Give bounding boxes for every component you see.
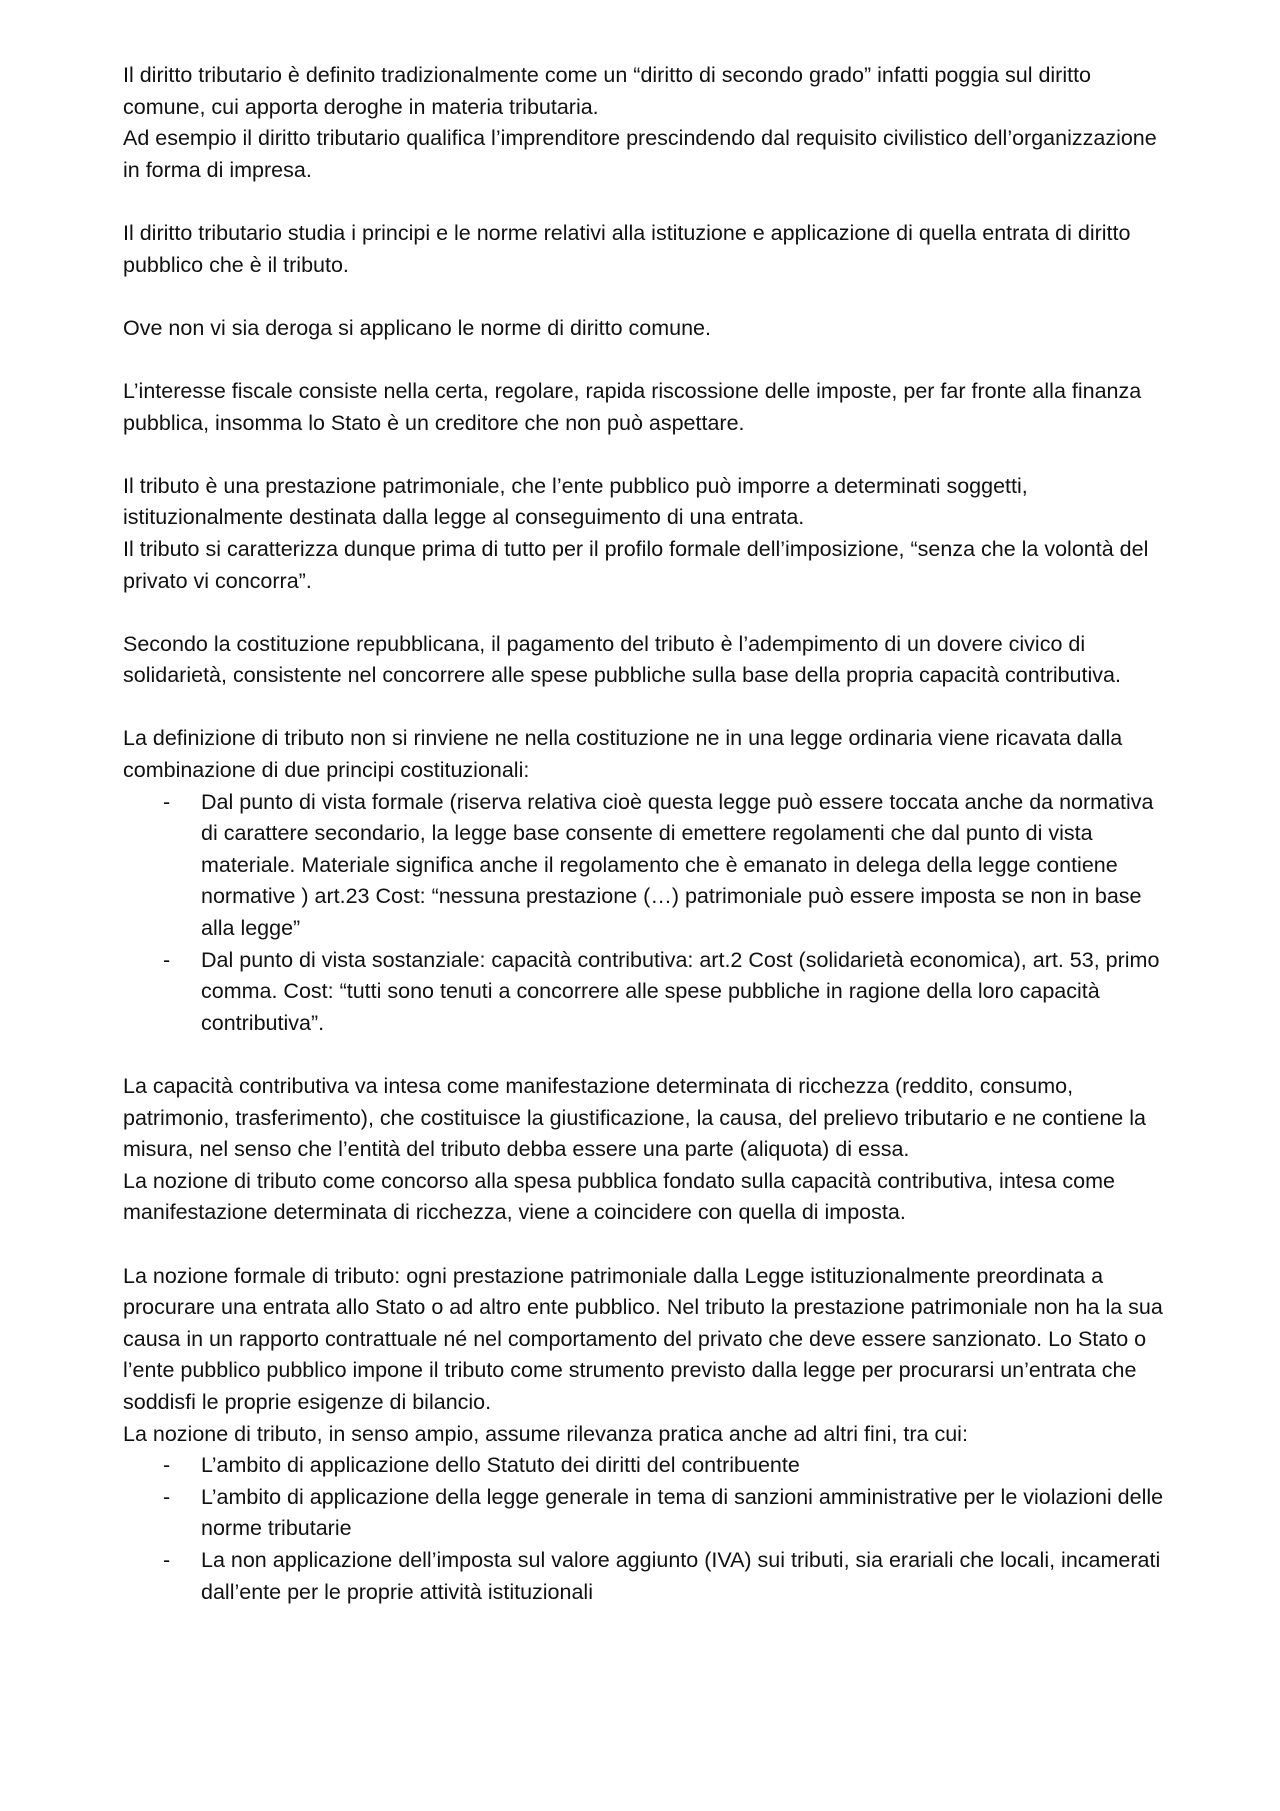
- list-item: [123, 787, 1173, 945]
- paragraph-text: Il tributo è una prestazione patrimoniale, che l’ente pubblico può imporre a determinati soggetti, istituzionalmente destinata dalla legge al conseguimento di una entrata.: [123, 473, 1028, 530]
- paragraph-text: La nozione di tributo come concorso alla spesa pubblica fondato sulla capacità contributiva, intesa come manifestazione determinata di ricchezza, viene a coincidere con quella di imposta.: [123, 1168, 1115, 1225]
- list-item: [123, 1482, 1173, 1545]
- paragraph-text: Ove non vi sia deroga si applicano le norme di diritto comune.: [123, 315, 711, 340]
- paragraph-text: Ad esempio il diritto tributario qualifica l’imprenditore prescindendo dal requisito civilistico dell’organizzazione in forma di impresa.: [123, 126, 1157, 182]
- paragraph-principi-costituzionali: [123, 723, 1173, 1039]
- paragraph-diritto-secondo-grado: [123, 60, 1173, 186]
- paragraph-nozione-formale: [123, 1261, 1173, 1609]
- paragraph-definizione-tributo: [123, 471, 1173, 597]
- list-item-text: Dal punto di vista formale (riserva relativa cioè questa legge può essere toccata anche da normativa di carattere secondario, la legge base consente di emettere regolamenti che dal punto di vista materiale. Materiale significa anche il regolamento che è emanato in delega della legge contiene normative ) art.23 Cost: “nessuna prestazione (…) patrimoniale può essere imposta se non in base alla legge”: [201, 789, 1154, 941]
- document-page: [123, 60, 1173, 1608]
- paragraph-text: Secondo la costituzione repubblicana, il pagamento del tributo è l’adempimento di un dovere civico di solidarietà, consistente nel concorrere alle spese pubbliche sulla base della propria capacità contributiva.: [123, 631, 1121, 688]
- paragraph-interesse-fiscale: [123, 376, 1173, 439]
- list-item-text: L’ambito di applicazione dello Statuto dei diritti del contribuente: [201, 1453, 800, 1478]
- list-bullet: -: [163, 947, 171, 972]
- paragraph-deroga: [123, 313, 1173, 345]
- paragraph-capacita-contributiva: [123, 1071, 1173, 1229]
- list-bullet: -: [163, 1547, 171, 1572]
- paragraph-text: L’interesse fiscale consiste nella certa, regolare, rapida riscossione delle imposte, per far fronte alla finanza pubblica, insomma lo Stato è un creditore che non può aspettare.: [123, 378, 1142, 435]
- list-bullet: -: [163, 789, 171, 814]
- paragraph-text: La capacità contributiva va intesa come manifestazione determinata di ricchezza (reddito, consumo, patrimonio, trasferimento), che costituisce la giustificazione, la causa, del prelievo tributario e ne contiene la misura, nel senso che l’entità del tributo debba essere una parte (aliquota) di essa.: [123, 1074, 1146, 1162]
- list-item-text: L’ambito di applicazione della legge generale in tema di sanzioni amministrative per le violazioni delle norme tributarie: [201, 1484, 1164, 1541]
- paragraph-text: La nozione di tributo, in senso ampio, assume rilevanza pratica anche ad altri fini, tra cui:: [123, 1421, 968, 1446]
- principles-list: [123, 787, 1173, 1040]
- paragraph-text: La definizione di tributo non si rinviene ne nella costituzione ne in una legge ordinaria viene ricavata dalla combinazione di due principi costituzionali:: [123, 726, 1123, 783]
- applications-list: [123, 1450, 1173, 1608]
- paragraph-oggetto-studio: [123, 218, 1173, 281]
- list-item: [123, 945, 1173, 1040]
- paragraph-costituzione: [123, 629, 1173, 692]
- list-item-text: La non applicazione dell’imposta sul valore aggiunto (IVA) sui tributi, sia erariali che locali, incamerati dall’ente per le proprie attività istituzionali: [201, 1547, 1161, 1604]
- list-item-text: Dal punto di vista sostanziale: capacità contributiva: art.2 Cost (solidarietà economica), art. 53, primo comma. Cost: “tutti sono tenuti a concorrere alle spese pubbliche in ragione della loro capacità contributiva”.: [201, 947, 1160, 1035]
- list-bullet: -: [163, 1484, 171, 1509]
- paragraph-text: Il tributo si caratterizza dunque prima di tutto per il profilo formale dell’imposizione, “senza che la volontà del privato vi concorra”.: [123, 536, 1149, 593]
- list-bullet: -: [163, 1453, 171, 1478]
- paragraph-text: Il diritto tributario studia i principi e le norme relativi alla istituzione e applicazione di quella entrata di diritto pubblico che è il tributo.: [123, 220, 1131, 277]
- list-item: [123, 1545, 1173, 1608]
- paragraph-text: Il diritto tributario è definito tradizionalmente come un “diritto di secondo grado” infatti poggia sul diritto comune, cui apporta deroghe in materia tributaria.: [123, 63, 1092, 119]
- paragraph-text: La nozione formale di tributo: ogni prestazione patrimoniale dalla Legge istituzionalmente preordinata a procurare una entrata allo Stato o ad altro ente pubblico. Nel tributo la prestazione patrimoniale non ha la sua causa in un rapporto contrattuale né nel comportamento del privato che deve essere sanzionato. Lo Stato o l’ente pubblico pubblico impone il tributo come strumento previsto dalla legge per procurarsi un’entrata che soddisfi le proprie esigenze di bilancio.: [123, 1263, 1163, 1414]
- list-item: [123, 1450, 1173, 1482]
